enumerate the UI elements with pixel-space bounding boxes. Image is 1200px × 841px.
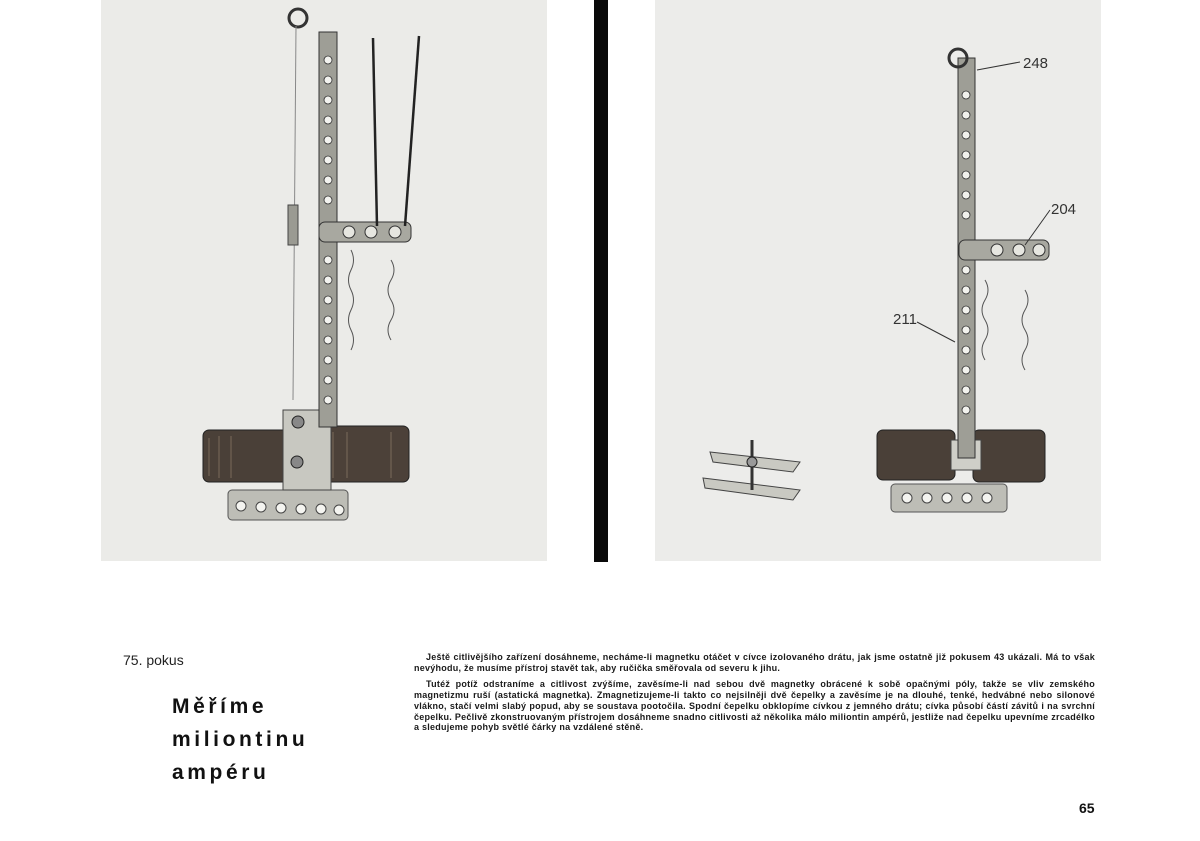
divider-bar (594, 0, 608, 562)
title-line: ampéru (172, 761, 270, 784)
callout-211: 211 (893, 311, 917, 328)
galvanometer-photo-left (101, 0, 547, 561)
title-line: miliontinu (172, 728, 309, 751)
photo-disassembled-galvanometer (655, 0, 1101, 561)
body-text (414, 652, 1095, 733)
experiment-number: 75. pokus (123, 652, 184, 668)
callout-204: 204 (1051, 201, 1077, 218)
page-number: 65 (1079, 800, 1095, 816)
title-line: Měříme (172, 695, 268, 718)
paragraph: Tutéž potíž odstraníme a citlivost zvýšíme, zavěsíme-li nad sebou dvě magnetky obrácené k sobě opačnými póly, takže se vliv zemského magnetizmu ruší (astatická magnetka). Zmagnetizujeme-li takto co nejsilněji dvě čepelky a zavěsíme je na dlouhé, tenké, hedvábné nebo silonové vlákno, stačí velmi slabý popud, aby se soustava pootočila. Spodní čepelku obklopíme cívkou z jemného drátu; cívka působí částí závitů i na svrchní čepelku. Pečlivě zkonstruovaným přístrojem dosáhneme snadno citlivosti až několika málo miliontin ampérů, jestliže nad čepelku upevníme zrcadélko a sledujeme pohyb světlé čárky na vzdálené stěně. (414, 679, 1095, 733)
experiment-title (172, 690, 362, 789)
galvanometer-photo-right (655, 0, 1101, 561)
photo-assembled-galvanometer (101, 0, 547, 561)
callout-248: 248 (1023, 55, 1049, 72)
paragraph: Ještě citlivějšího zařízení dosáhneme, necháme-li magnetku otáčet v cívce izolovaného drátu, jak jsme ostatně již pokusem 43 ukázali. Má to však nevýhodu, že musíme přístroj stavět tak, aby ručička směřovala od severu k jihu. (414, 652, 1095, 673)
